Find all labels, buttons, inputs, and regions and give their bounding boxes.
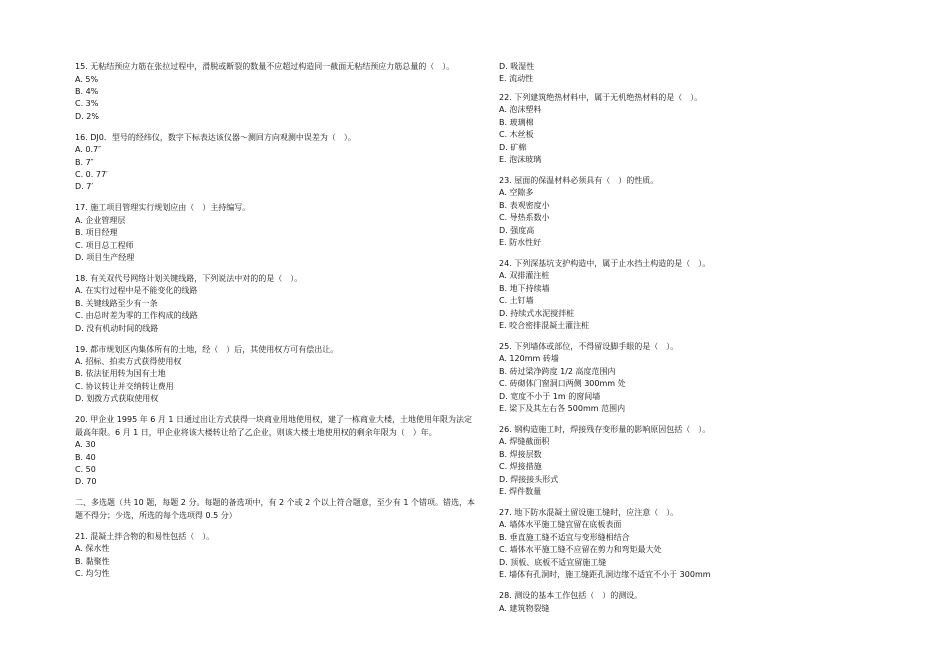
option-b: B. 玻璃棉 [499,117,534,127]
question-text: 23. 屋面的保温材料必须具有（ ）的性质。 [499,175,659,185]
option-c: C. 砖砌体门窗洞口两侧 300mm 处 [499,379,626,389]
option-e: E. 咬合密排混凝土灌注桩 [499,321,590,330]
question-24 [499,258,849,333]
option-a: A. 120mm 砖墙 [499,354,559,364]
option-a: A. 墙体水平施工缝宜留在底板表面 [499,520,622,530]
option-d: D. 矿棉 [499,142,527,152]
question-text: 21. 混凝土拌合物的和易性包括（ ）。 [75,531,215,541]
option-d: D. 持续式水泥搅拌桩 [499,308,575,318]
option-a: A. 在实行过程中是不能变化的线路 [75,286,198,296]
option-b: B. 焊接层数 [499,449,542,459]
option-a: A. 30 [75,440,96,450]
option-c: C. 由总时差为零的工作构成的线路 [75,311,198,321]
question-text: 25. 下列墙体或部位，不得留设脚手眼的是（ ）。 [499,341,679,351]
question-21 [75,531,475,581]
option-b: B. 砖过梁净跨度 1/2 高度范围内 [499,366,616,376]
option-b: B. 表观密度小 [499,200,550,210]
question-text: 24. 下列深基坑支护构造中，属于止水挡土构造的是（ ）。 [499,258,711,268]
question-20 [75,414,475,489]
option-b: B. 7″ [75,157,94,167]
question-23 [499,175,849,250]
question-text: 18. 有关双代号网络计划关键线路，下列说法中对的的是（ ）。 [75,273,303,283]
option-a: A. 焊缝截面积 [499,437,550,447]
option-a: A. 企业管理层 [75,215,126,225]
question-text: 20. 甲企业 1995 年 6 月 1 日通过出让方式获得一块商业用地使用权，建了一栋商业大楼，土地使用年限为法定最高年限。6 月 1 日，甲企业将该大楼转让给了乙企业，则该大楼土地使用权的剩余年限为（ ）年。 [75,415,473,437]
question-28 [499,590,849,615]
option-b: B. 4% [75,86,99,96]
option-c: C. 均匀性 [75,569,110,579]
option-e: E. 泡沫玻璃 [499,154,542,164]
option-a: A. 泡沫塑料 [499,105,542,115]
question-27 [499,507,849,582]
question-22 [499,92,849,167]
section-heading-multiple-choice: 二、多选题（共 10 题，每题 2 分。每题的备选项中，有 2 个或 2 个以上符合题意，至少有 1 个错项。错选，本题不得分；少选，所选的每个选项得 0.5 分） [75,498,475,520]
option-b: B. 40 [75,452,96,462]
option-c: C. 木丝板 [499,130,534,140]
question-text: 15. 无粘结预应力筋在张拉过程中，滑脱或断裂的数量不应超过构造同一截面无粘结预应力筋总量的（ ）。 [75,62,455,71]
option-a: A. 空隙多 [499,188,534,198]
question-15 [75,61,475,123]
option-e: E. 防水性好 [499,237,542,247]
option-d: D. 划拨方式获取使用权 [75,394,159,404]
question-19 [75,344,475,406]
option-b: B. 地下持续墙 [499,283,550,293]
question-text: 22. 下列建筑绝热材料中，属于无机绝热材料的是（ ）。 [499,92,703,102]
option-b: B. 关键线路至少有一条 [75,298,158,308]
question-text: 16. DJ0．型号的经纬仪，数字下标表达该仪器～测回方向观测中误差为（ ）。 [75,132,356,142]
question-text: 27. 地下防水混凝土留设施工缝时，应注意（ ）。 [499,507,679,517]
question-18 [75,273,475,335]
option-d: D. 没有机动时间的线路 [75,323,159,333]
option-c: C. 项目总工程师 [75,240,134,250]
option-d: D. 宽度不小于 1m 的窗间墙 [499,391,601,401]
left-column [75,61,475,589]
option-d: D. 焊接接头形式 [499,474,559,484]
option-e: E. 焊件数量 [499,487,542,497]
option-d: D. 强度高 [499,225,535,235]
question-16 [75,132,475,194]
question-text: 17. 施工项目管理实行规划应由（ ）主持编写。 [75,203,251,213]
option-b: B. 垂直施工缝不适宜与变形缝相结合 [499,532,630,542]
option-a: A. 建筑物裂缝 [499,603,550,613]
option-b: B. 依法征用转为国有土地 [75,369,166,379]
question-text: 19. 都市规划区内集体所有的土地，经（ ）后，其使用权方可有偿出让。 [75,344,339,354]
option-c: C. 焊接措施 [499,462,542,472]
question-text: 26. 钢构造施工时，焊接残存变形量的影响原因包括（ ）。 [499,424,711,434]
option-d: D. 70 [75,477,97,487]
option-a: A. 双排灌注桩 [499,271,550,281]
question-25 [499,341,849,416]
option-d: D. 2% [75,111,99,121]
question-21-continued [499,61,849,86]
option-c: C. 50 [75,464,96,474]
question-text: 28. 测设的基本工作包括（ ）的测设。 [499,591,643,600]
option-e: E. 墙体有孔洞时，施工缝距孔洞边缘不适宜不小于 300mm [499,570,711,580]
option-a: A. 保水性 [75,544,110,554]
option-c: C. 导热系数小 [499,213,550,223]
option-c: C. 墙体水平施工缝不应留在剪力和弯矩最大处 [499,545,662,555]
option-c: C. 土钉墙 [499,296,534,306]
option-d: D. 吸湿性 [499,62,535,71]
option-b: B. 项目经理 [75,228,118,238]
right-column [499,61,849,623]
option-d: D. 项目生产经理 [75,252,135,262]
option-a: A. 0.7″ [75,145,102,155]
option-e: E. 流动性 [499,74,534,84]
option-b: B. 黏聚性 [75,556,110,566]
option-c: C. 协议转让并交纳转让费用 [75,381,174,391]
option-a: A. 招标、拍卖方式获得使用权 [75,357,182,366]
option-c: C. 3% [75,99,99,109]
option-c: C. 0. 77′ [75,169,108,179]
option-d: D. 顶板、底板不适宜留施工缝 [499,557,607,567]
question-17 [75,202,475,264]
question-26 [499,424,849,499]
option-a: A. 5% [75,74,99,84]
option-d: D. 7′ [75,182,94,192]
option-e: E. 梁下及其左右各 500mm 范围内 [499,404,626,414]
